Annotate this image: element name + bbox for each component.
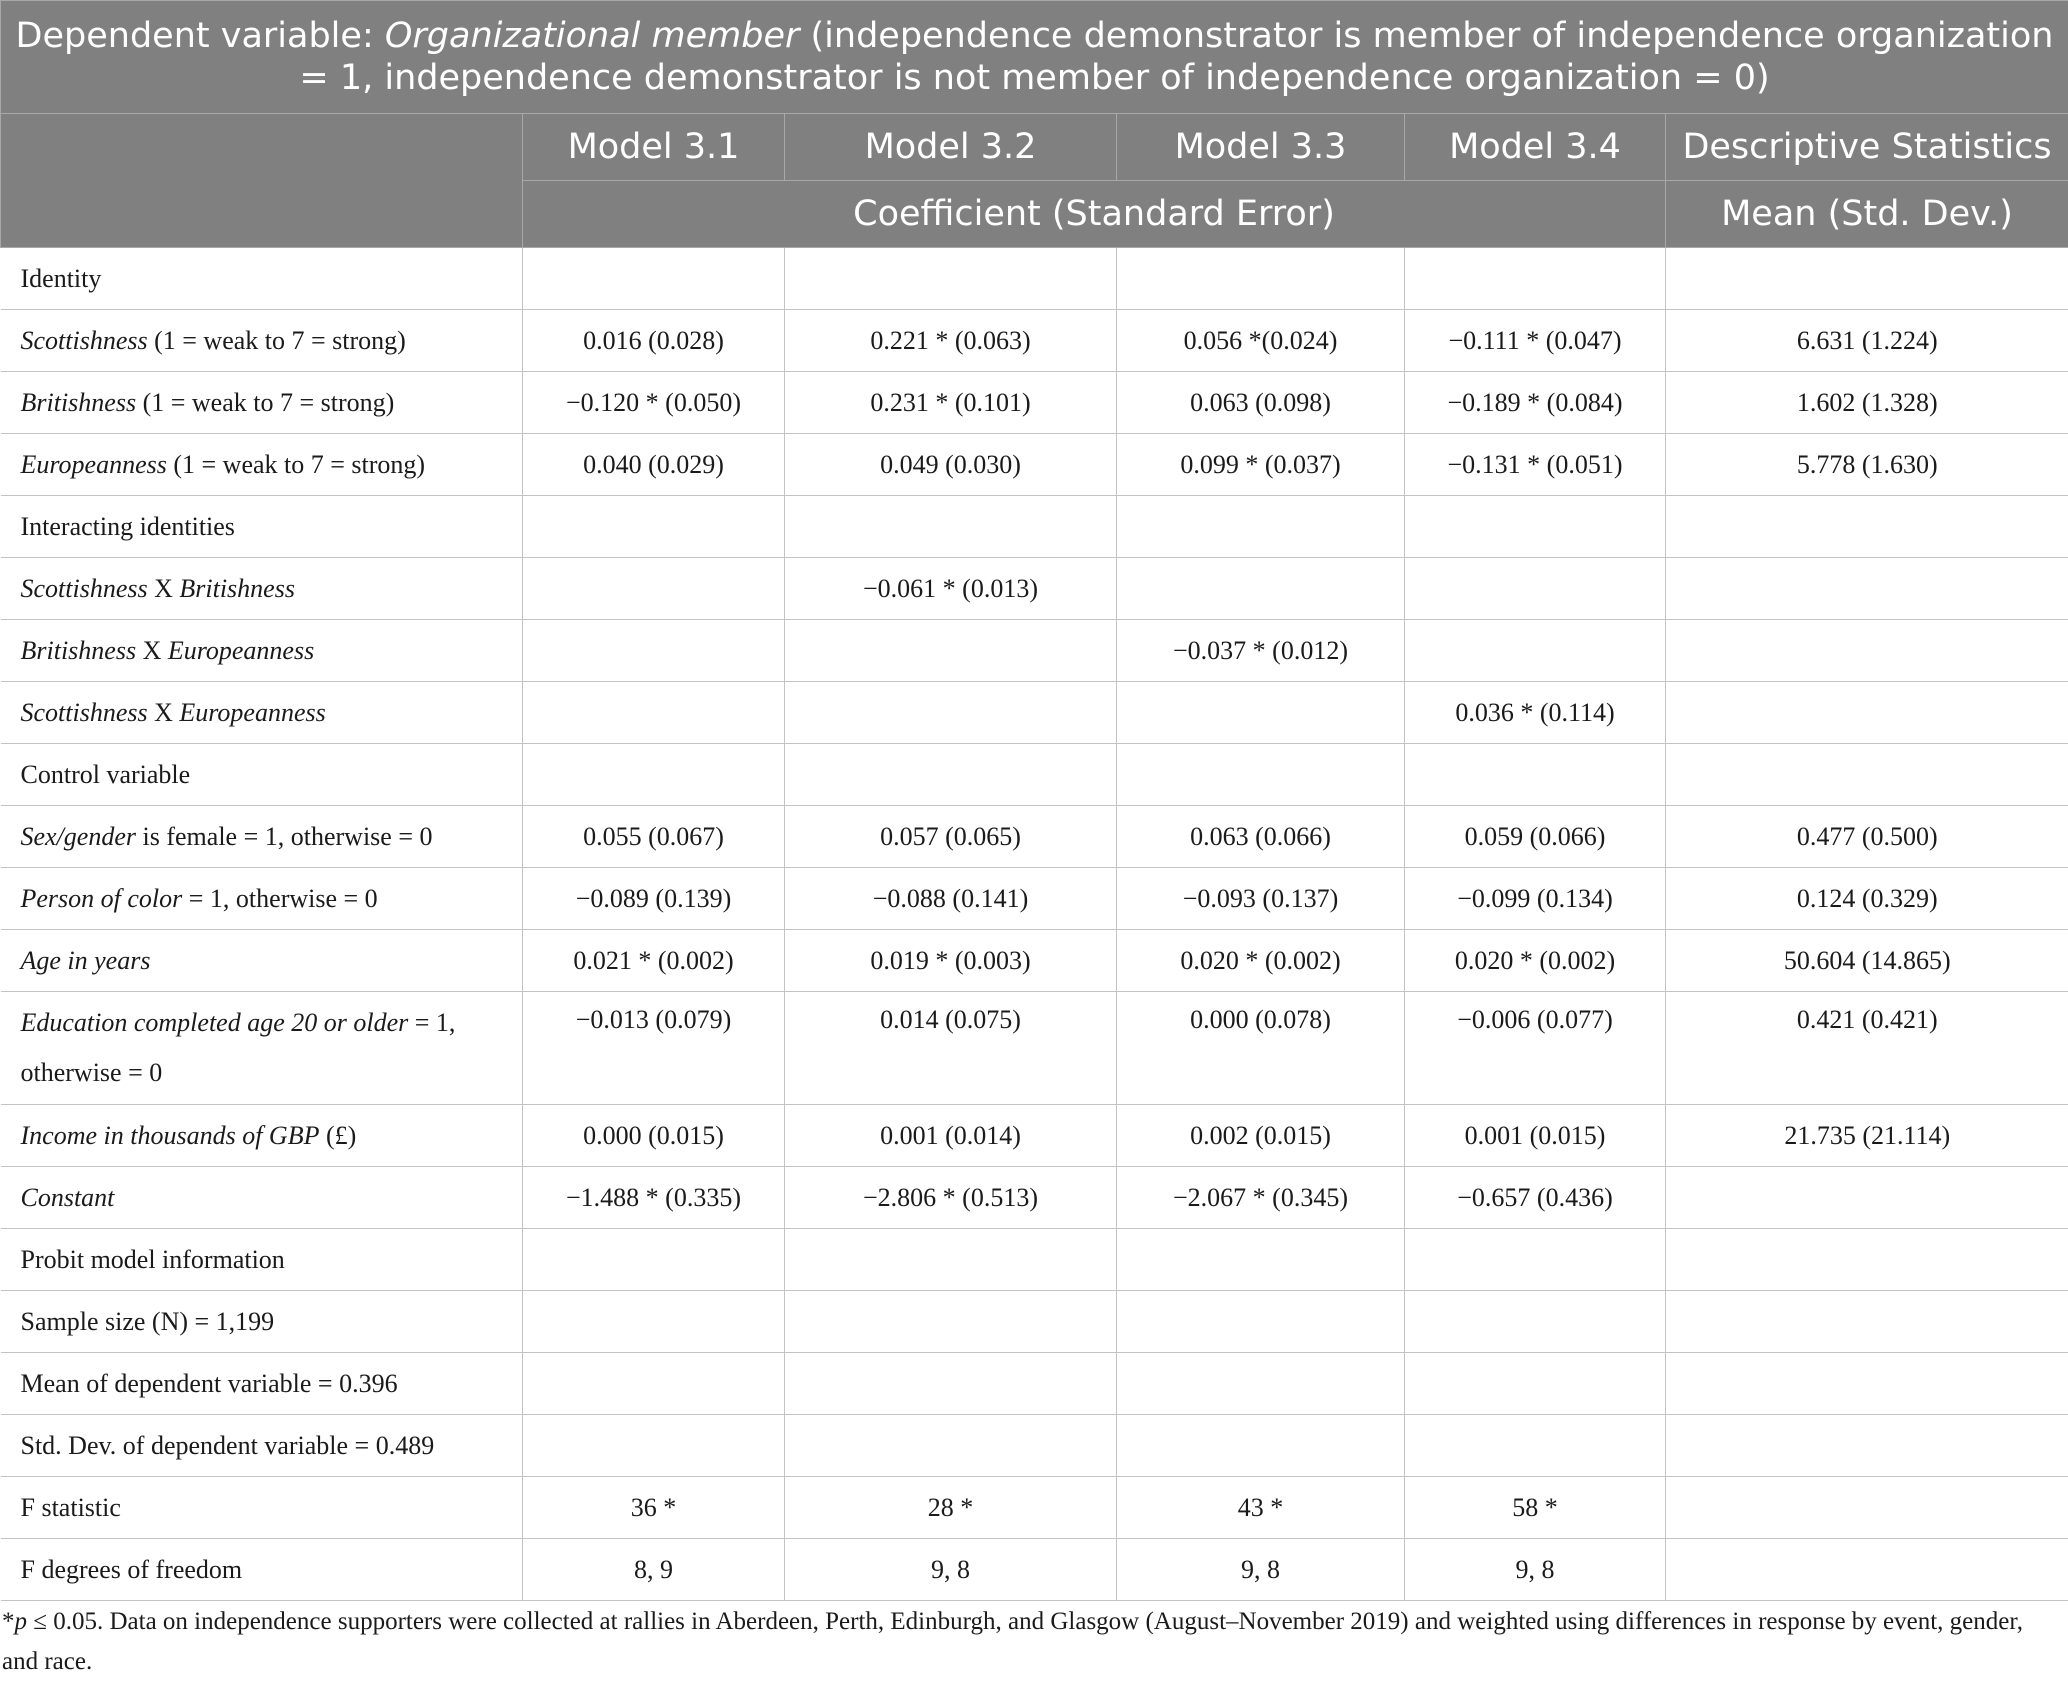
coefficient-cell <box>785 1291 1117 1353</box>
row-label <box>1 1477 523 1539</box>
coefficient-cell: −0.013 (0.079) <box>523 992 785 1105</box>
table-row <box>1 930 2068 992</box>
table-row <box>1 248 2068 310</box>
title-prefix: Dependent variable: <box>15 16 385 56</box>
descriptive-cell <box>1666 248 2068 310</box>
table-row <box>1 1415 2068 1477</box>
row-label-variable: Constant <box>20 1182 115 1212</box>
coefficient-cell: −0.037 * (0.012) <box>1117 620 1405 682</box>
coefficient-cell: −2.067 * (0.345) <box>1117 1167 1405 1229</box>
row-label-line2: otherwise = 0 <box>20 1058 163 1087</box>
descriptive-cell <box>1666 1291 2068 1353</box>
coefficient-cell: 0.063 (0.098) <box>1117 372 1405 434</box>
descriptive-cell: 0.421 (0.421) <box>1666 992 2068 1105</box>
coefficient-cell: 0.057 (0.065) <box>785 806 1117 868</box>
descriptive-cell <box>1666 1539 2068 1601</box>
mean-subheader: Mean (Std. Dev.) <box>1666 181 2068 248</box>
row-label-text: Identity <box>20 263 102 293</box>
coefficient-cell <box>1117 558 1405 620</box>
coefficient-cell <box>523 1415 785 1477</box>
descriptive-cell <box>1666 496 2068 558</box>
table-row <box>1 744 2068 806</box>
row-label <box>1 868 523 930</box>
row-label-text: Mean of dependent variable = 0.396 <box>20 1368 398 1398</box>
coefficient-cell: −0.061 * (0.013) <box>785 558 1117 620</box>
descriptive-cell: 0.477 (0.500) <box>1666 806 2068 868</box>
row-label-text: Sample size (N) = 1,199 <box>20 1306 275 1336</box>
table-row <box>1 682 2068 744</box>
table-row <box>1 1229 2068 1291</box>
coefficient-cell: 0.001 (0.015) <box>1405 1105 1666 1167</box>
descriptive-cell <box>1666 558 2068 620</box>
descriptive-cell: 1.602 (1.328) <box>1666 372 2068 434</box>
coefficient-cell <box>1117 1229 1405 1291</box>
coefficient-cell <box>785 1229 1117 1291</box>
coefficient-cell <box>1117 1291 1405 1353</box>
model-header: Model 3.4 <box>1405 114 1666 181</box>
row-label <box>1 620 523 682</box>
coefficient-cell <box>785 496 1117 558</box>
coefficient-cell: 0.021 * (0.002) <box>523 930 785 992</box>
coefficient-cell: 0.000 (0.078) <box>1117 992 1405 1105</box>
coefficient-cell <box>785 682 1117 744</box>
coefficient-cell: 0.056 *(0.024) <box>1117 310 1405 372</box>
footnote-star: * <box>2 1608 15 1635</box>
coefficient-cell <box>1405 558 1666 620</box>
coefficient-cell: 0.016 (0.028) <box>523 310 785 372</box>
coefficient-cell: −0.089 (0.139) <box>523 868 785 930</box>
coefficient-cell <box>1117 248 1405 310</box>
table-row <box>1 372 2068 434</box>
coefficient-cell: 0.020 * (0.002) <box>1405 930 1666 992</box>
coefficient-cell: 0.019 * (0.003) <box>785 930 1117 992</box>
row-label-variable: Britishness <box>20 387 137 417</box>
coefficient-cell <box>1117 1415 1405 1477</box>
coefficient-cell: 28 * <box>785 1477 1117 1539</box>
table-row <box>1 1539 2068 1601</box>
coefficient-cell: −0.131 * (0.051) <box>1405 434 1666 496</box>
table-row <box>1 1291 2068 1353</box>
row-label-text: F degrees of freedom <box>20 1554 243 1584</box>
coefficient-cell <box>523 248 785 310</box>
coefficient-cell <box>1405 496 1666 558</box>
coefficient-cell <box>1405 1353 1666 1415</box>
footnote <box>2 1602 2062 1682</box>
row-label <box>1 1415 523 1477</box>
coefficient-cell: 58 * <box>1405 1477 1666 1539</box>
row-label-text: F statistic <box>20 1492 121 1522</box>
table-title <box>1 1 2068 114</box>
row-label <box>1 682 523 744</box>
coefficient-cell <box>1405 1229 1666 1291</box>
row-label <box>1 1105 523 1167</box>
row-label-variable: Scottishness <box>20 573 148 603</box>
table-row <box>1 1477 2068 1539</box>
row-label-text: (1 = weak to 7 = strong) <box>147 325 406 355</box>
title-suffix: (independence demonstrator is member of independence organization = 1, independence demonstrator is not member of independence organization = 0) <box>299 16 2054 98</box>
coefficient-cell: −0.088 (0.141) <box>785 868 1117 930</box>
coefficient-cell <box>523 1291 785 1353</box>
coefficient-cell: 9, 8 <box>1405 1539 1666 1601</box>
coefficient-cell: 0.221 * (0.063) <box>785 310 1117 372</box>
coefficient-cell <box>785 744 1117 806</box>
row-label <box>1 992 523 1105</box>
row-label <box>1 930 523 992</box>
row-label-variable: Scottishness <box>20 697 148 727</box>
coefficient-cell <box>1117 496 1405 558</box>
table-row <box>1 434 2068 496</box>
coefficient-cell: 0.063 (0.066) <box>1117 806 1405 868</box>
table-row <box>1 806 2068 868</box>
corner-blank <box>1 114 523 248</box>
descriptive-statistics-header: Descriptive Statistics <box>1666 114 2068 181</box>
table-body <box>1 248 2068 1601</box>
row-label-text: (1 = weak to 7 = strong) <box>136 387 395 417</box>
footnote-text: ≤ 0.05. Data on independence supporters were collected at rallies in Aberdeen, Perth, Edinburgh, and Glasgow (August–November 2019) and weighted using differences in response by event, gender, and race. <box>2 1608 2023 1675</box>
row-label <box>1 558 523 620</box>
coefficient-cell: 0.099 * (0.037) <box>1117 434 1405 496</box>
table-row <box>1 496 2068 558</box>
table-row <box>1 1353 2068 1415</box>
descriptive-cell: 21.735 (21.114) <box>1666 1105 2068 1167</box>
table-row <box>1 310 2068 372</box>
row-label-variable: Education completed age 20 or older <box>20 1008 409 1037</box>
row-label <box>1 372 523 434</box>
coefficient-cell <box>1117 682 1405 744</box>
descriptive-cell: 6.631 (1.224) <box>1666 310 2068 372</box>
coefficient-cell: −0.189 * (0.084) <box>1405 372 1666 434</box>
row-label-variable: Income in thousands of GBP <box>20 1120 320 1150</box>
row-label-text: Probit model information <box>20 1244 285 1274</box>
coefficient-cell: 0.020 * (0.002) <box>1117 930 1405 992</box>
model-header: Model 3.2 <box>785 114 1117 181</box>
coefficient-cell <box>1405 248 1666 310</box>
table-row <box>1 1167 2068 1229</box>
row-label-variable: Age in years <box>20 945 151 975</box>
descriptive-cell <box>1666 1167 2068 1229</box>
descriptive-cell: 5.778 (1.630) <box>1666 434 2068 496</box>
coefficient-cell: 9, 8 <box>785 1539 1117 1601</box>
row-label-text: Control variable <box>20 759 191 789</box>
coefficient-cell <box>523 1229 785 1291</box>
coefficient-cell: −1.488 * (0.335) <box>523 1167 785 1229</box>
coefficient-cell: −0.006 (0.077) <box>1405 992 1666 1105</box>
coefficient-cell <box>523 620 785 682</box>
row-label-variable: Britishness <box>20 635 137 665</box>
descriptive-cell <box>1666 620 2068 682</box>
coefficient-cell <box>1117 1353 1405 1415</box>
descriptive-cell: 50.604 (14.865) <box>1666 930 2068 992</box>
row-label-variable-2: Britishness <box>179 573 295 603</box>
descriptive-cell: 0.124 (0.329) <box>1666 868 2068 930</box>
table-row <box>1 992 2068 1105</box>
row-label-variable-2: Europeanness <box>167 635 315 665</box>
coefficient-cell <box>523 558 785 620</box>
coefficient-cell: −0.093 (0.137) <box>1117 868 1405 930</box>
row-label-text: is female = 1, otherwise = 0 <box>136 821 433 851</box>
coefficient-cell: 43 * <box>1117 1477 1405 1539</box>
title-dependent-variable: Organizational member <box>384 16 800 56</box>
coefficient-cell: −0.111 * (0.047) <box>1405 310 1666 372</box>
table-row <box>1 620 2068 682</box>
row-label-variable: Europeanness <box>20 449 167 479</box>
coefficient-cell <box>785 248 1117 310</box>
table-row <box>1 558 2068 620</box>
coefficient-cell: 0.055 (0.067) <box>523 806 785 868</box>
coefficient-cell <box>785 1415 1117 1477</box>
footnote-p: p <box>14 1608 27 1635</box>
coefficient-subheader: Coefficient (Standard Error) <box>523 181 1666 248</box>
row-label <box>1 1353 523 1415</box>
coefficient-cell: 36 * <box>523 1477 785 1539</box>
row-label-text: X <box>136 635 168 665</box>
row-label-variable: Scottishness <box>20 325 148 355</box>
row-label-text: (1 = weak to 7 = strong) <box>166 449 426 479</box>
coefficient-cell: −0.120 * (0.050) <box>523 372 785 434</box>
row-label-text: (£) <box>319 1120 357 1150</box>
model-header: Model 3.3 <box>1117 114 1405 181</box>
row-label <box>1 496 523 558</box>
coefficient-cell <box>1405 1291 1666 1353</box>
descriptive-cell <box>1666 1477 2068 1539</box>
coefficient-cell <box>1117 744 1405 806</box>
coefficient-cell: −0.099 (0.134) <box>1405 868 1666 930</box>
row-label <box>1 1167 523 1229</box>
descriptive-cell <box>1666 682 2068 744</box>
coefficient-cell: 0.049 (0.030) <box>785 434 1117 496</box>
descriptive-cell <box>1666 1353 2068 1415</box>
row-label <box>1 1291 523 1353</box>
coefficient-cell <box>785 1353 1117 1415</box>
row-label <box>1 310 523 372</box>
coefficient-cell <box>523 682 785 744</box>
coefficient-cell: −2.806 * (0.513) <box>785 1167 1117 1229</box>
row-label-text: X <box>147 697 180 727</box>
row-label-text: Std. Dev. of dependent variable = 0.489 <box>20 1430 435 1460</box>
coefficient-cell: 9, 8 <box>1117 1539 1405 1601</box>
coefficient-cell <box>1405 1415 1666 1477</box>
row-label-text: X <box>147 573 180 603</box>
coefficient-cell <box>523 496 785 558</box>
coefficient-cell: −0.657 (0.436) <box>1405 1167 1666 1229</box>
coefficient-cell: 0.001 (0.014) <box>785 1105 1117 1167</box>
descriptive-cell <box>1666 1415 2068 1477</box>
descriptive-cell <box>1666 1229 2068 1291</box>
coefficient-cell: 0.002 (0.015) <box>1117 1105 1405 1167</box>
row-label <box>1 1229 523 1291</box>
coefficient-cell <box>1405 620 1666 682</box>
table-row <box>1 1105 2068 1167</box>
row-label <box>1 434 523 496</box>
descriptive-cell <box>1666 744 2068 806</box>
coefficient-cell: 0.040 (0.029) <box>523 434 785 496</box>
row-label-variable-2: Europeanness <box>179 697 326 727</box>
coefficient-cell <box>523 1353 785 1415</box>
coefficient-cell <box>785 620 1117 682</box>
row-label-text: Interacting identities <box>20 511 235 541</box>
model-header: Model 3.1 <box>523 114 785 181</box>
coefficient-cell: 8, 9 <box>523 1539 785 1601</box>
row-label <box>1 744 523 806</box>
row-label <box>1 806 523 868</box>
row-label <box>1 248 523 310</box>
table-row <box>1 868 2068 930</box>
coefficient-cell: 0.231 * (0.101) <box>785 372 1117 434</box>
coefficient-cell: 0.059 (0.066) <box>1405 806 1666 868</box>
row-label-variable: Sex/gender <box>20 821 137 851</box>
row-label-text: = 1, <box>408 1008 456 1037</box>
row-label-variable: Person of color <box>20 883 183 913</box>
coefficient-cell <box>523 744 785 806</box>
row-label-text: = 1, otherwise = 0 <box>182 883 378 913</box>
coefficient-cell <box>1405 744 1666 806</box>
coefficient-cell: 0.014 (0.075) <box>785 992 1117 1105</box>
coefficient-cell: 0.036 * (0.114) <box>1405 682 1666 744</box>
row-label <box>1 1539 523 1601</box>
coefficient-cell: 0.000 (0.015) <box>523 1105 785 1167</box>
